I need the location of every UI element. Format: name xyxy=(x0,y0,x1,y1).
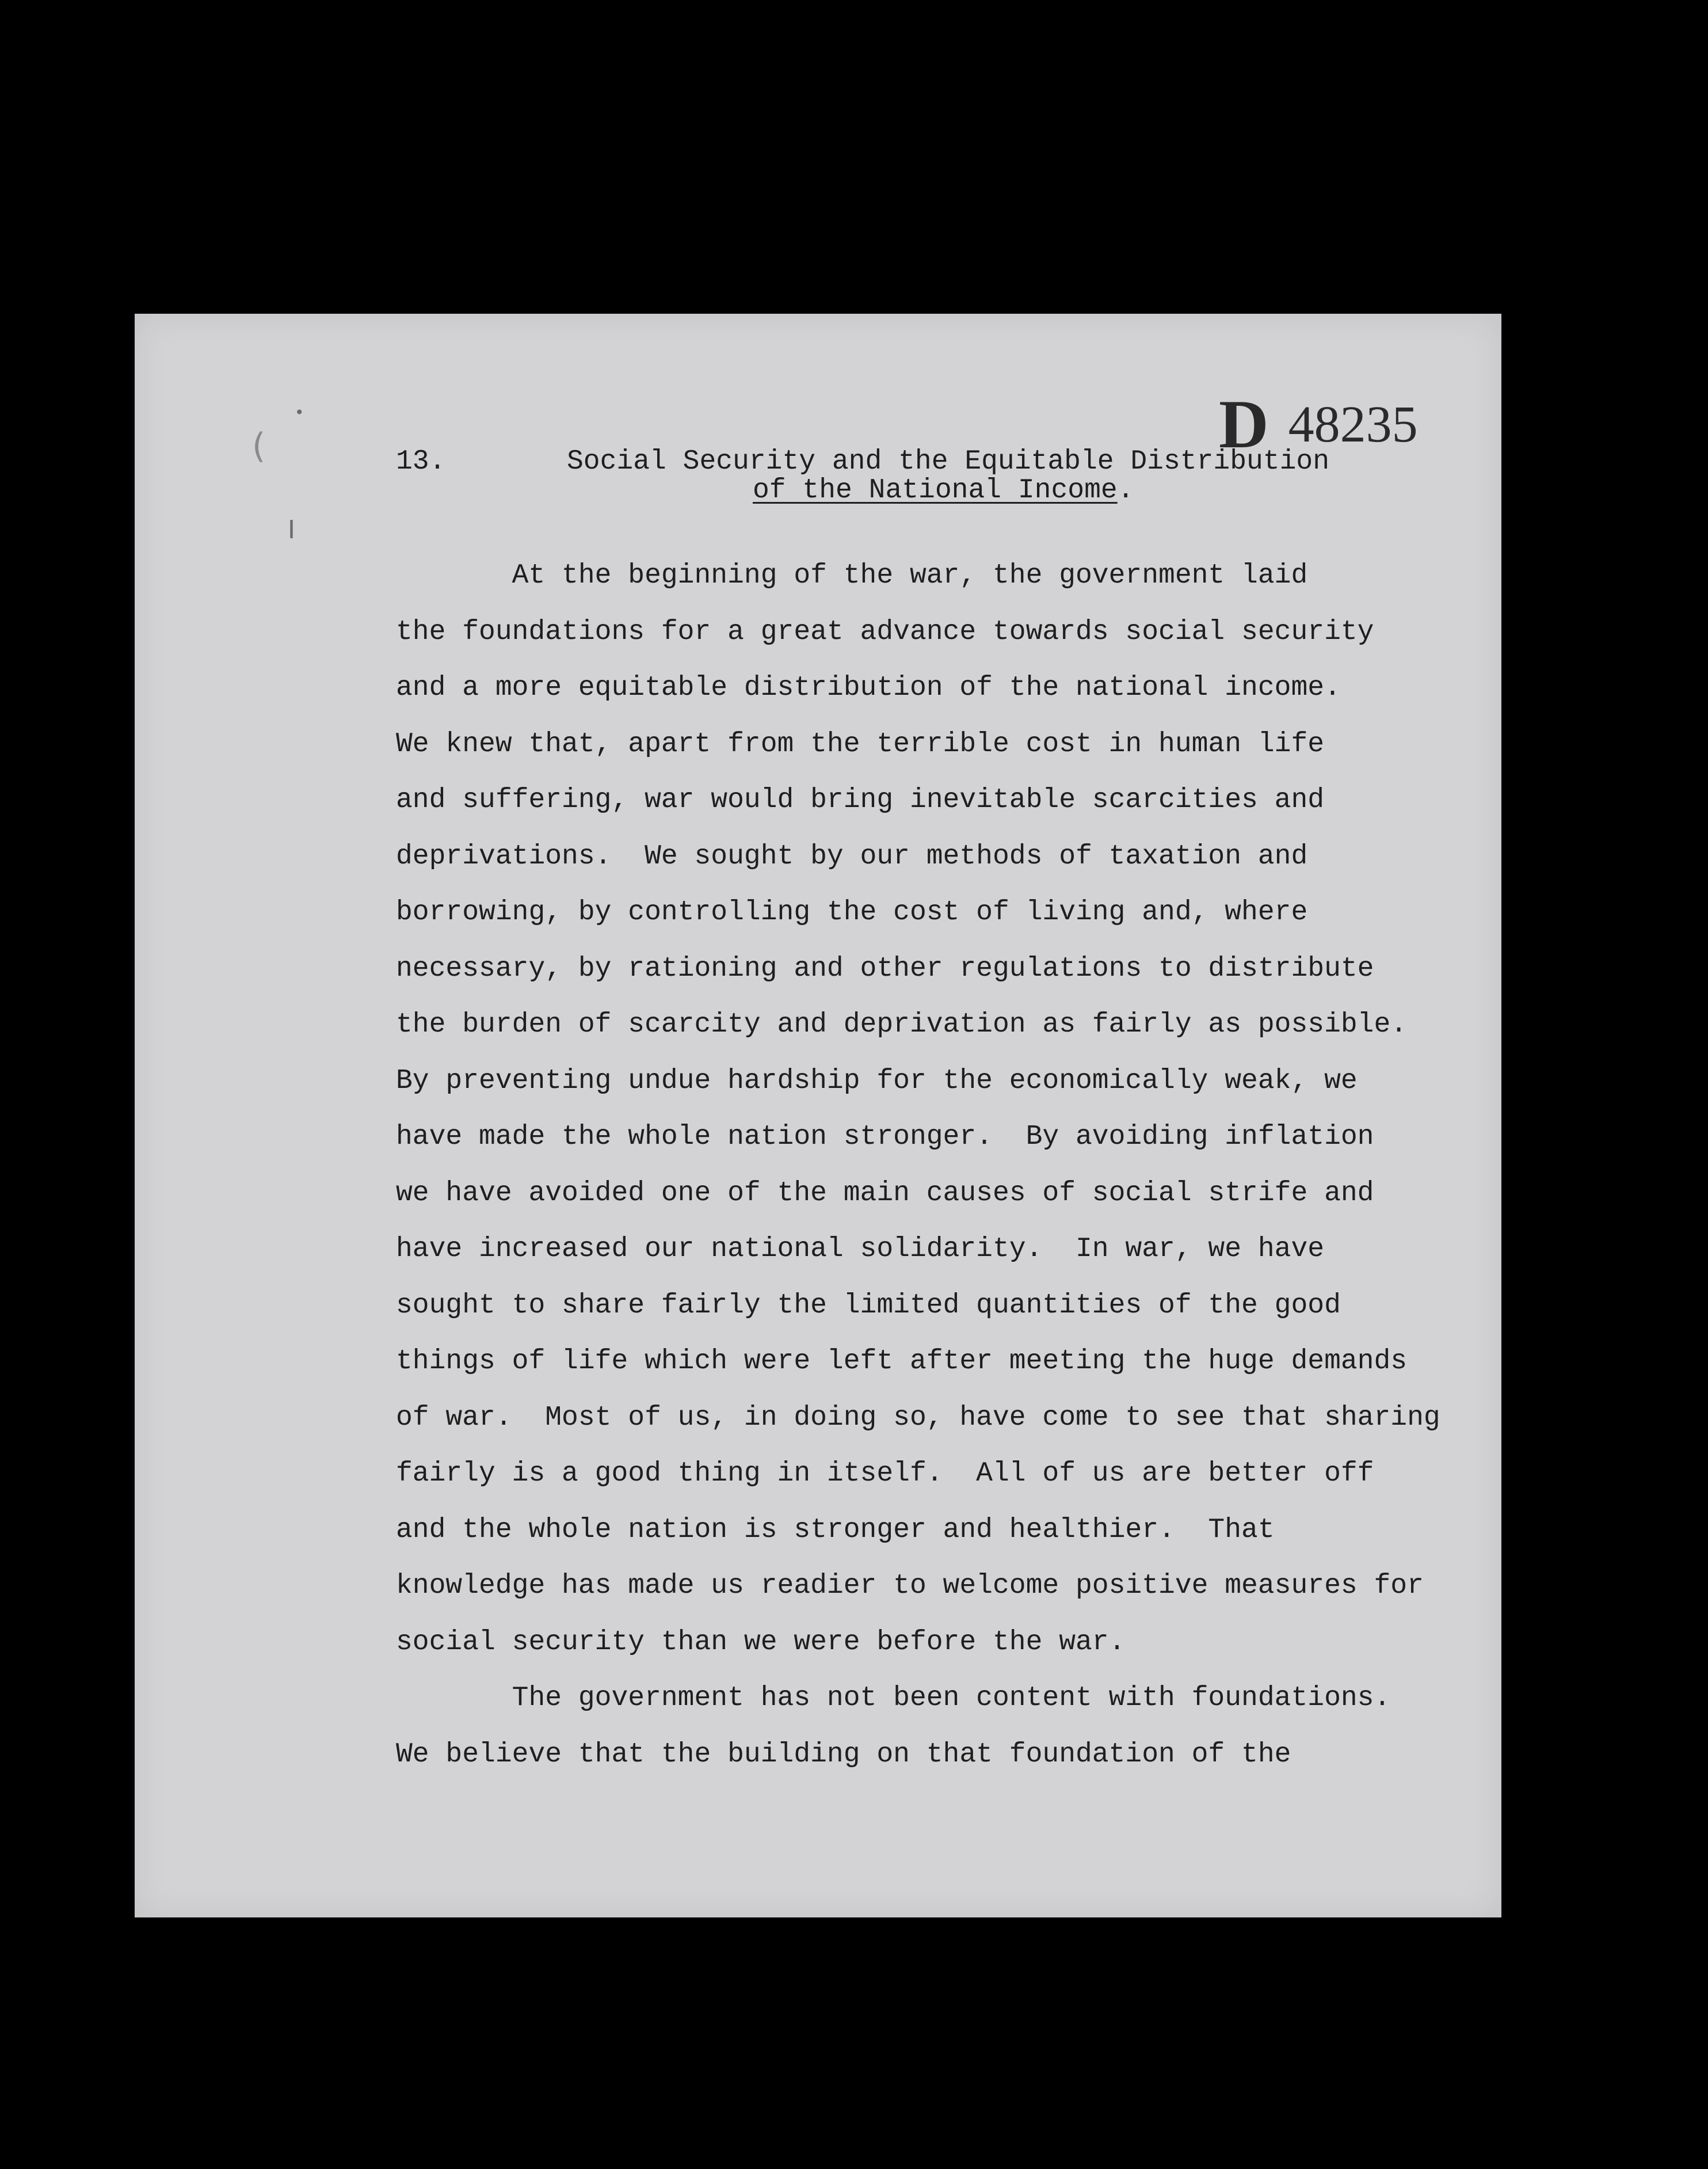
section-number: 13. xyxy=(396,446,446,477)
text-line: sought to share fairly the limited quantities of the good xyxy=(396,1289,1341,1321)
text-line: have increased our national solidarity. In war, we have xyxy=(396,1234,1325,1265)
text-line: we have avoided one of the main causes of social strife and xyxy=(396,1177,1374,1209)
section-title-period: . xyxy=(1117,475,1134,506)
text-line: things of life which were left after meeting the huge demands xyxy=(396,1346,1408,1377)
text-line: social security than we were before the war. xyxy=(396,1626,1126,1658)
text-line: fairly is a good thing in itself. All of us are better off xyxy=(396,1458,1374,1489)
document-id-prefix: D xyxy=(1219,386,1271,462)
text-line: We believe that the building on that foundation of the xyxy=(396,1738,1291,1770)
text-line: necessary, by rationing and other regulations to distribute xyxy=(396,953,1374,984)
margin-mark: I xyxy=(288,515,295,545)
text-line: knowledge has made us readier to welcome positive measures for xyxy=(396,1570,1424,1601)
text-line: and a more equitable distribution of the national income. xyxy=(396,672,1341,703)
text-line: deprivations. We sought by our methods of taxation and xyxy=(396,840,1308,872)
text-line: the burden of scarcity and deprivation as fairly as possible. xyxy=(396,1009,1408,1040)
margin-mark: ( xyxy=(252,426,266,466)
document-id-number: 48235 xyxy=(1288,396,1418,453)
text-line: borrowing, by controlling the cost of living and, where xyxy=(396,897,1308,928)
text-line: the foundations for a great advance towards social security xyxy=(396,616,1374,648)
text-line: of war. Most of us, in doing so, have come to see that sharing xyxy=(396,1402,1440,1433)
text-line: The government has not been content with foundations. xyxy=(396,1683,1391,1714)
text-line: and suffering, war would bring inevitable scarcities and xyxy=(396,785,1325,816)
section-title-underlined: of the National Income xyxy=(753,475,1118,506)
text-line: We knew that, apart from the terrible cost in human life xyxy=(396,728,1325,760)
margin-mark: • xyxy=(295,403,304,422)
section-title-line-2 xyxy=(753,475,1134,506)
text-line: By preventing undue hardship for the economically weak, we xyxy=(396,1065,1358,1097)
text-line: have made the whole nation stronger. By avoiding inflation xyxy=(396,1121,1374,1152)
section-title-line-1: Social Security and the Equitable Distribution xyxy=(567,446,1330,477)
text-line: At the beginning of the war, the government laid xyxy=(396,560,1308,591)
body-text xyxy=(396,558,1478,1793)
text-line: and the whole nation is stronger and healthier. That xyxy=(396,1514,1275,1546)
